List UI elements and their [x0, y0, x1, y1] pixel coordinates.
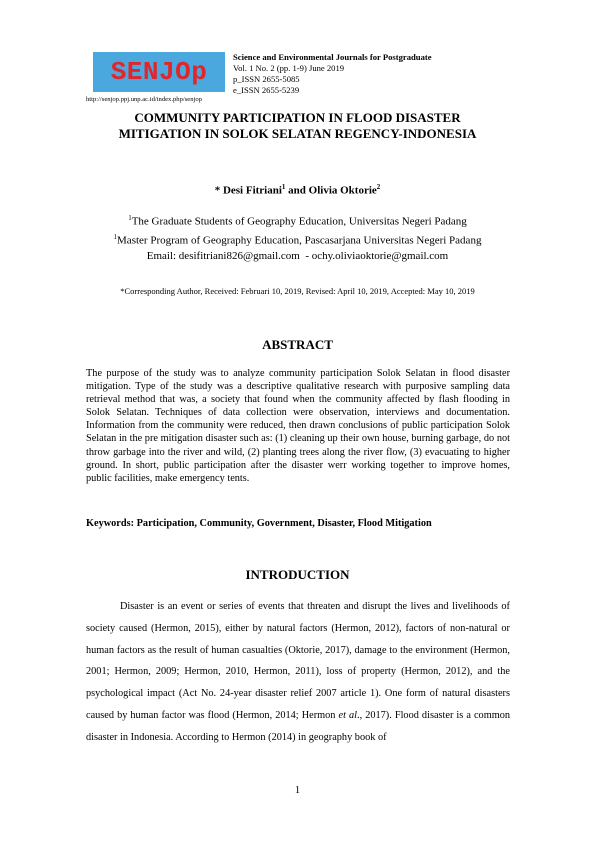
author-2: Olivia Oktorie: [308, 184, 377, 197]
page-number: 1: [294, 785, 301, 796]
journal-info: [233, 52, 432, 96]
affiliation-1: $^1$The Graduate Students of Geography Education, Universitas Negeri Padang: [128, 214, 467, 228]
title-line-2: MITIGATION IN SOLOK SELATAN REGENCY-INDONESIA: [118, 126, 477, 141]
abstract-text: The purpose of the study was to analyze community participation Solok Selatan in flood disaster mitigation. Type of the study was a descriptive qualitative research with purposive sampling data retrieval method that was, a society that found when the community affected by flash flooding in Solok Selatan. Techniques of data collection were observation, interviews and documentation. Information from the community were reduced, then drawn conclusions of public participation Solok Selatan in the pre mitigation disaster such as: (1) cleaning up their own house, burning garbage, do not throw garbage into the river and wild, (2) planting trees along the river flow, (3) evacuating to higher ground. In short, public participation after the disaster werr working together to improve homes, public facilities, make emergency tents.: [86, 368, 510, 484]
keywords-label: Keywords: [86, 518, 131, 529]
author-2-sup: 2: [376, 183, 381, 191]
title-line-1: COMMUNITY PARTICIPATION IN FLOOD DISASTER: [134, 110, 461, 125]
journal-title: Science and Environmental Journals for Postgraduate: [233, 52, 432, 62]
logo-text: SENJOp: [110, 57, 208, 87]
journal-p-issn: p_ISSN 2655-5085: [233, 74, 300, 84]
et-al: et al: [338, 709, 357, 721]
authors: [40, 183, 555, 197]
affiliation-2: $^1$Master Program of Geography Education, Pascasarjana Universitas Negeri Padang: [113, 233, 482, 247]
aff-1-sup: 1: [128, 214, 132, 222]
introduction-paragraph: Disaster is an event or series of events that threaten and disrupt the lives and livelihoods of society caused (Hermon, 2015), either by natural factors (Hermon, 2012), factors of non-natural or human factors as the result of human casualties (Oktorie, 2017), damage to the environment (Hermon, 2001; Hermon, 2009; Hermon, 2010, Hermon, 2011), loss of property (Hermon, 2012), and the psychological impact (Act No. 24-year disaster relief 2007 article 1). One form of natural disasters caused by human factor was flood (Hermon, 2014; Hermon et al., 2017). Flood disaster is a common disaster in Indonesia. According to Hermon (2014) in geography book of: [86, 601, 511, 743]
introduction-heading: INTRODUCTION: [245, 567, 350, 582]
keywords: [86, 518, 516, 529]
journal-volume: Vol. 1 No. 2 (pp. 1-9) June 2019: [233, 63, 345, 73]
corresponding-note: *Corresponding Author, Received: Februari 10, 2019, Revised: April 10, 2019, Accepted: May 10, 2019: [120, 286, 475, 296]
abstract-heading: ABSTRACT: [262, 337, 333, 352]
aff-2-sup: 1: [113, 233, 118, 242]
paper-title: [40, 110, 555, 142]
keywords-value: Participation, Community, Government, Disaster, Flood Mitigation: [136, 518, 432, 529]
journal-logo: [93, 52, 225, 92]
keywords-colon: :: [130, 518, 137, 529]
affiliations: [40, 211, 555, 265]
journal-e-issn: e_ISSN 2655-5239: [233, 85, 300, 95]
email-line: Email: desifitriani826@gmail.com - ochy.oliviaoktorie@gmail.com: [146, 250, 449, 263]
journal-url[interactable]: http://senjop.ppj.unp.ac.id/index.php/senjop: [86, 96, 202, 103]
author-1: * Desi Fitriani: [214, 184, 282, 197]
authors-and: and: [285, 184, 309, 197]
author-1-sup: 1: [281, 183, 286, 191]
